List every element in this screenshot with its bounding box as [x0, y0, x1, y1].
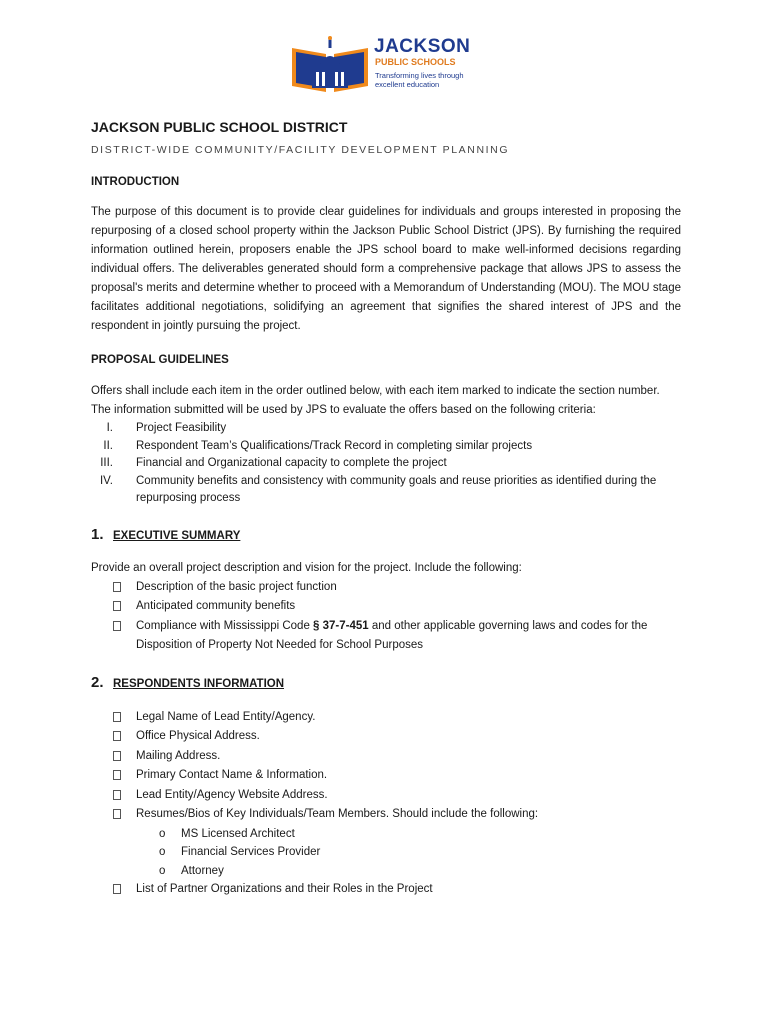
list-number: II.	[103, 439, 113, 452]
list-number: III.	[100, 457, 113, 469]
proposal-guidelines-paragraph: Offers shall include each item in the order outlined below, with each item marked to indicate the section number. The information submitted will be used by JPS to evaluate the offers based on the following criteria:	[91, 385, 660, 416]
bullet-marker: o	[159, 864, 166, 877]
list-item	[91, 727, 681, 747]
list-item-text: Anticipated community benefits	[136, 600, 296, 612]
list-number: IV.	[99, 474, 113, 487]
document-body	[91, 118, 681, 900]
list-item-text: Resumes/Bios of Key Individuals/Team Members. Should include the following:	[136, 808, 539, 820]
section-1-intro: Provide an overall project description and vision for the project. Include the following:	[91, 561, 522, 574]
checkbox-icon	[113, 712, 121, 722]
list-item	[91, 747, 681, 767]
section-2-list	[91, 708, 681, 825]
section-2-list-continued	[91, 880, 681, 900]
capitol-book-icon	[290, 34, 370, 96]
criteria-list	[91, 420, 681, 508]
checkbox-icon	[113, 751, 121, 761]
list-item-text: Mailing Address.	[136, 749, 221, 762]
checkbox-icon	[113, 809, 121, 819]
list-item-text: Compliance with Mississippi Code	[136, 619, 314, 632]
list-item-text: Primary Contact Name & Information.	[136, 769, 328, 781]
list-item-text: Lead Entity/Agency Website Address.	[136, 788, 328, 801]
list-item-text: Respondent Team’s Qualifications/Track Record in completing similar projects	[136, 439, 533, 452]
section-title: RESPONDENTS INFORMATION	[113, 677, 285, 690]
jps-logo	[290, 34, 480, 96]
list-item	[91, 438, 681, 456]
list-item	[91, 766, 681, 786]
list-item-text: Community benefits and consistency with community goals and reuse priorities as identified during the repurposing process	[136, 474, 657, 504]
list-item-text: MS Licensed Architect	[181, 827, 295, 840]
list-item-text: Office Physical Address.	[136, 730, 260, 742]
list-item	[91, 455, 681, 473]
checkbox-icon	[113, 731, 121, 741]
checkbox-icon	[113, 621, 121, 631]
list-item	[91, 708, 681, 728]
list-item-text: Financial Services Provider	[181, 846, 321, 858]
list-item-text: Financial and Organizational capacity to complete the project	[136, 457, 447, 469]
logo-brand-text: JACKSON	[374, 36, 471, 57]
list-item	[91, 825, 681, 844]
checkbox-icon	[113, 601, 121, 611]
list-item	[91, 862, 681, 881]
list-item	[91, 617, 681, 656]
list-item	[91, 880, 681, 900]
bullet-marker: o	[159, 827, 166, 840]
checkbox-icon	[113, 582, 121, 592]
list-item	[91, 786, 681, 806]
proposal-guidelines-heading: PROPOSAL GUIDELINES	[91, 354, 229, 366]
list-item	[91, 597, 681, 617]
list-item	[91, 578, 681, 598]
list-item-text: and other applicable governing laws and codes for the Disposition of Property Not Needed for School Purposes	[136, 619, 648, 651]
document-subtitle: DISTRICT-WIDE COMMUNITY/FACILITY DEVELOPMENT PLANNING	[91, 144, 510, 156]
list-item	[91, 420, 681, 438]
document-title: JACKSON PUBLIC SCHOOL DISTRICT	[91, 119, 348, 135]
list-item	[91, 473, 681, 508]
list-number: I.	[106, 422, 113, 434]
section-1-list	[91, 578, 681, 656]
team-members-sublist	[91, 825, 681, 881]
checkbox-icon	[113, 884, 121, 894]
section-title: EXECUTIVE SUMMARY	[113, 529, 241, 542]
logo-brand-subtext: PUBLIC SCHOOLS	[375, 57, 456, 67]
list-item	[91, 805, 681, 825]
checkbox-icon	[113, 790, 121, 800]
checkbox-icon	[113, 770, 121, 780]
list-item	[91, 843, 681, 862]
list-item-text: Project Feasibility	[136, 422, 227, 434]
list-item-text: Attorney	[181, 864, 224, 877]
introduction-heading: INTRODUCTION	[91, 176, 180, 188]
bullet-marker: o	[159, 846, 166, 858]
section-1-heading	[91, 526, 681, 543]
section-number: 2.	[91, 673, 104, 691]
list-item-text: Description of the basic project function	[136, 580, 337, 593]
code-reference: § 37-7-451	[313, 619, 369, 632]
list-item-text: Legal Name of Lead Entity/Agency.	[136, 710, 316, 723]
list-item-text: List of Partner Organizations and their Roles in the Project	[136, 883, 433, 895]
section-2-heading	[91, 674, 681, 691]
section-number: 1.	[91, 525, 104, 543]
logo-tagline: Transforming lives through excellent education	[375, 71, 464, 89]
introduction-paragraph: The purpose of this document is to provide clear guidelines for individuals and groups interested in proposing the repurposing of a closed school property within the Jackson Public School District (JPS). By furnishing the required information outlined herein, proposers enable the JPS school board to make well-informed decisions regarding individual offers. The deliverables generated should form a comprehensive package that allows JPS to assess the proposal's merits and determine whether to proceed with a Memorandum of Understanding (MOU). The MOU stage facilitates additional negotiations, solidifying an agreement that signifies the shared interest of JPS and the respondent in jointly pursuing the project.	[91, 206, 681, 332]
